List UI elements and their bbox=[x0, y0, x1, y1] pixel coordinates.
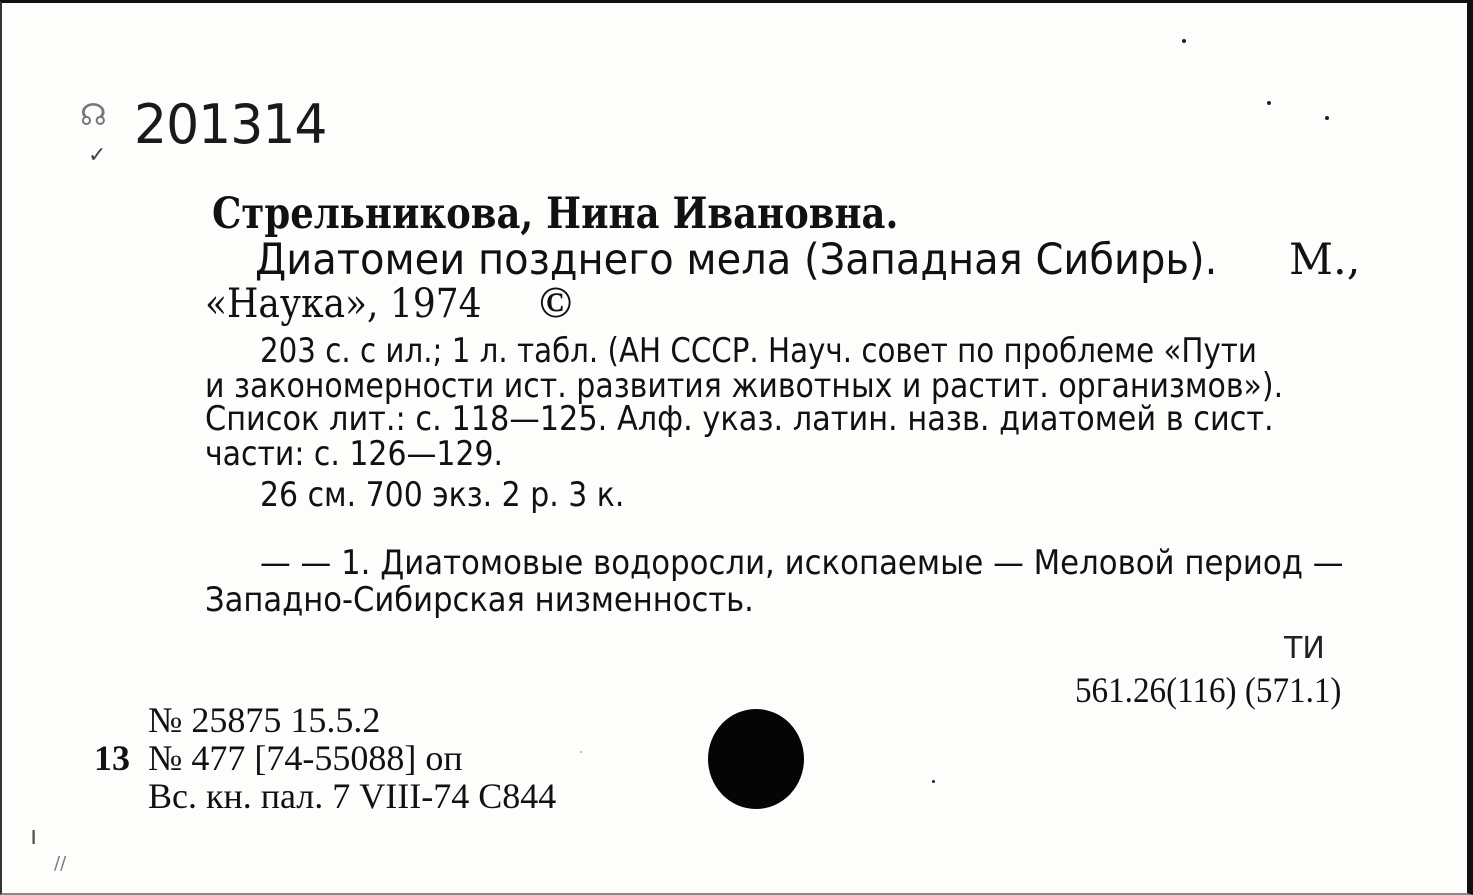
author: Стрельникова, Нина Ивановна. bbox=[212, 189, 899, 239]
copyright-icon: © bbox=[539, 278, 572, 327]
stamp-mark: ☊ bbox=[80, 98, 107, 133]
title-line-2: «Наука», 1974 bbox=[205, 281, 482, 327]
tick-mark: ✓ bbox=[88, 143, 107, 168]
title-place: М., bbox=[1289, 235, 1361, 285]
order-line: № 477 [74-55088] оп bbox=[148, 738, 463, 778]
description-line: 203 с. с ил.; 1 л. табл. (АН СССР. Науч. совет по проблеме «Пути bbox=[260, 331, 1257, 371]
title-line-1: Диатомеи позднего мела (Западная Сибирь). bbox=[255, 235, 1218, 285]
punch-hole bbox=[708, 709, 804, 809]
pencil-mark: // bbox=[54, 853, 67, 874]
description-line: части: с. 126—129. bbox=[205, 434, 504, 474]
description-line: Список лит.: с. 118—125. Алф. указ. латин. назв. диатомей в сист. bbox=[205, 399, 1274, 439]
subject-line: — — 1. Диатомовые водоросли, ископаемые — Меловой период — bbox=[260, 543, 1344, 583]
speck bbox=[1182, 39, 1186, 43]
chamber-line: Вс. кн. пал. 7 VIII-74 С844 bbox=[148, 776, 557, 816]
speck bbox=[580, 751, 582, 753]
speck bbox=[932, 780, 935, 783]
speck bbox=[1267, 101, 1271, 105]
description-line: и закономерности ист. развития животных и растит. организмов»). bbox=[205, 366, 1284, 406]
description-line: 26 см. 700 экз. 2 р. 3 к. bbox=[260, 475, 625, 515]
subject-line: Западно-Сибирская низменность. bbox=[205, 580, 754, 620]
speck bbox=[1325, 116, 1329, 120]
udc-code: 561.26(116) (571.1) bbox=[1075, 670, 1342, 710]
pencil-mark: ı bbox=[30, 821, 38, 851]
card-prefix-number: 13 bbox=[94, 738, 130, 778]
accession-line: № 25875 15.5.2 bbox=[148, 700, 381, 740]
inventory-number: 201314 bbox=[134, 93, 327, 157]
handwritten-stamp: ТИ bbox=[1284, 631, 1325, 666]
